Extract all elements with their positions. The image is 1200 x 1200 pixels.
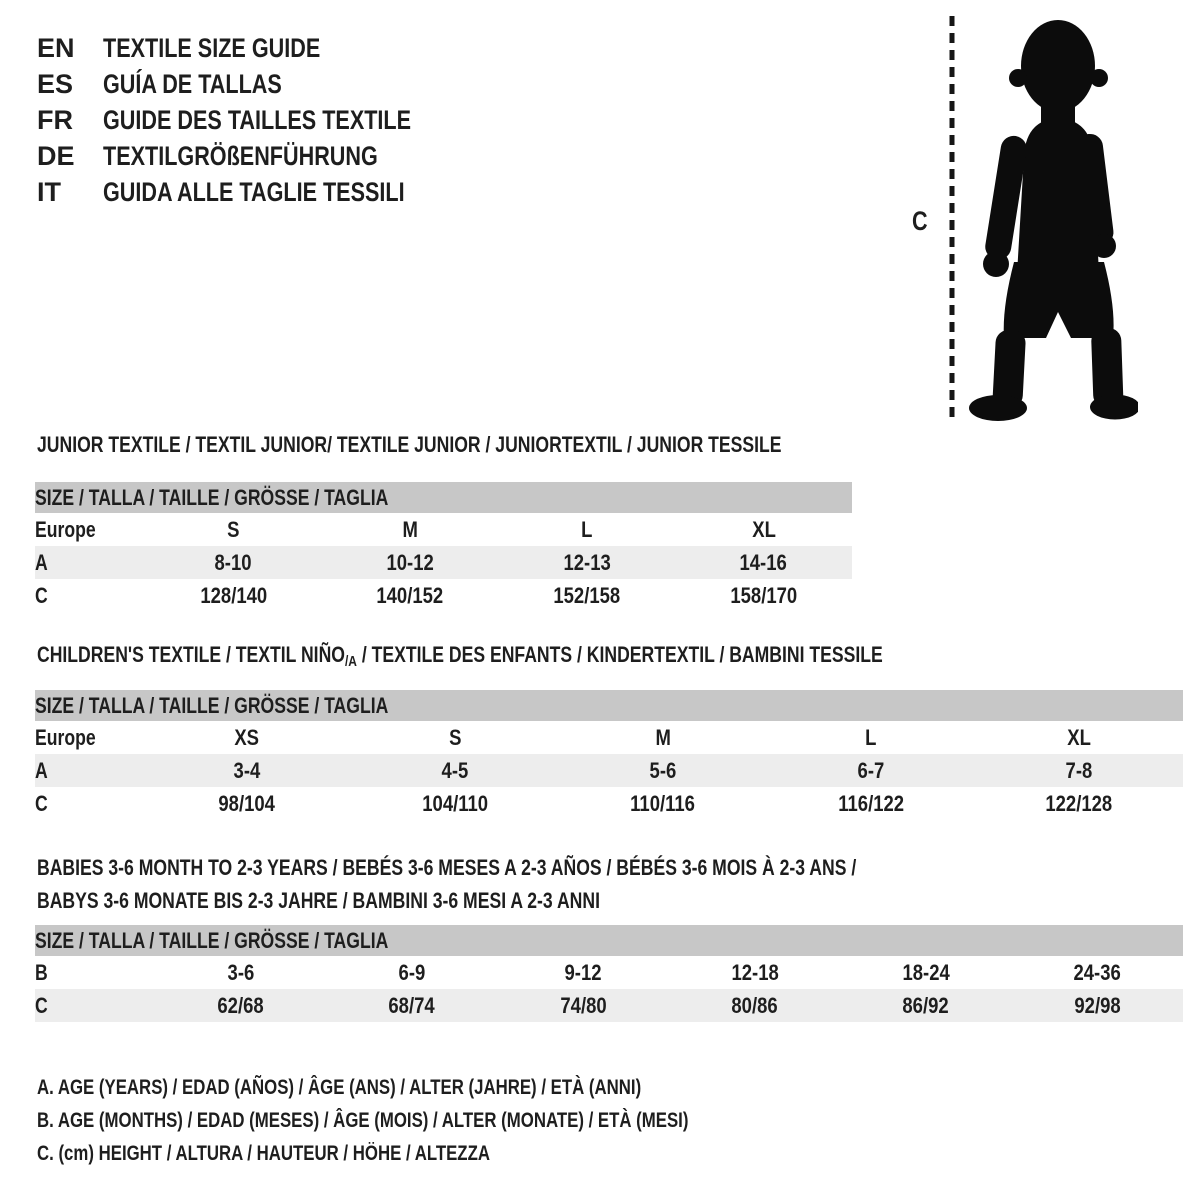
table-cell: 80/86 [669,989,840,1022]
lang-row-it [37,174,488,210]
toddler-silhouette-icon [958,16,1138,421]
note-c: C. (cm) HEIGHT / ALTURA / HAUTEUR / HÖHE / ALTEZZA [37,1142,490,1165]
table-cell: S [227,516,240,542]
table-row [35,513,852,546]
lang-row-es [37,66,488,102]
row-label: A [35,754,143,787]
table-row [35,989,1183,1022]
table-cell: 12-13 [499,546,676,579]
row-label: C [35,582,48,608]
table-cell: 68/74 [326,989,497,1022]
table-cell: 140/152 [376,582,444,608]
lang-title: GUIDA ALLE TAGLIE TESSILI [103,177,405,207]
table-cell: 24-36 [1073,959,1121,985]
table-cell: XL [1067,724,1091,750]
table-cell: 86/92 [840,989,1011,1022]
children-section-title: CHILDREN'S TEXTILE / TEXTIL NIÑO/A / TEXTILE DES ENFANTS / KINDERTEXTIL / BAMBINI TESSILE [37,642,883,670]
table-row [35,546,852,579]
table-cell: 158/170 [730,582,798,608]
table-cell: L [865,724,877,750]
row-label: Europe [35,724,96,750]
table-cell: XS [234,724,260,750]
row-label: B [35,959,48,985]
lang-title: TEXTILGRÖßENFÜHRUNG [103,141,378,171]
table-cell: 4-5 [351,754,559,787]
table-cell: 5-6 [559,754,767,787]
children-size-table [35,690,1183,820]
lang-code: DE [37,141,75,171]
table-cell: 152/158 [553,582,621,608]
junior-size-table [35,482,852,612]
table-cell: S [448,724,462,750]
table-cell: 14-16 [675,546,852,579]
lang-row-de [37,138,488,174]
row-label: C [35,989,155,1022]
table-cell: 98/104 [218,790,276,816]
lang-code: FR [37,105,73,135]
table-cell: 7-8 [975,754,1183,787]
lang-code: EN [37,33,75,63]
height-measure-dashed-line [948,16,956,418]
table-row [35,721,1183,754]
row-label: A [35,546,145,579]
row-label: C [35,790,48,816]
table-row [35,956,1183,989]
table-cell: 12-18 [731,959,779,985]
note-a: A. AGE (YEARS) / EDAD (AÑOS) / ÂGE (ANS) / ALTER (JAHRE) / ETÀ (ANNI) [37,1076,642,1099]
table-cell: 6-9 [398,959,426,985]
table-cell: M [402,516,418,542]
table-cell: 3-4 [143,754,351,787]
table-row [35,579,852,612]
table-cell: 104/110 [422,790,488,816]
table-cell: 122/128 [1045,790,1113,816]
table-cell: 74/80 [498,989,669,1022]
table-cell: 18-24 [902,959,950,985]
table-cell: 10-12 [322,546,499,579]
size-header-bar: SIZE / TALLA / TAILLE / GRÖSSE / TAGLIA [35,690,1183,721]
height-measure-label: C [912,206,928,236]
table-cell: M [655,724,671,750]
lang-title: GUIDE DES TAILLES TEXTILE [103,105,412,135]
table-row [35,925,1183,956]
lang-row-fr [37,102,488,138]
table-row [35,787,1183,820]
lang-code: ES [37,69,74,99]
table-cell: 8-10 [145,546,322,579]
table-row [35,690,1183,721]
lang-title: TEXTILE SIZE GUIDE [103,33,321,63]
babies-size-table [35,925,1183,1022]
table-cell: 62/68 [155,989,326,1022]
table-row [35,482,852,513]
table-cell: XL [751,516,776,542]
table-cell: 116/122 [838,790,904,816]
legend-notes [37,1071,851,1170]
row-label: Europe [35,516,96,542]
lang-code: IT [37,177,61,207]
table-cell: L [581,516,593,542]
junior-section-title: JUNIOR TEXTILE / TEXTIL JUNIOR/ TEXTILE JUNIOR / JUNIORTEXTIL / JUNIOR TESSILE [37,432,782,457]
lang-title: GUÍA DE TALLAS [103,69,282,99]
table-row [35,754,1183,787]
size-header-bar: SIZE / TALLA / TAILLE / GRÖSSE / TAGLIA [35,482,852,513]
table-cell: 6-7 [767,754,975,787]
note-b: B. AGE (MONTHS) / EDAD (MESES) / ÂGE (MOIS) / ALTER (MONATE) / ETÀ (MESI) [37,1109,689,1132]
table-cell: 3-6 [227,959,255,985]
table-cell: 110/116 [630,790,696,816]
table-cell: 128/140 [199,582,267,608]
table-cell: 92/98 [1012,989,1183,1022]
size-header-bar: SIZE / TALLA / TAILLE / GRÖSSE / TAGLIA [35,925,1183,956]
language-title-list [37,30,488,210]
babies-section-title: BABIES 3-6 MONTH TO 2-3 YEARS / BEBÉS 3-6 MESES A 2-3 AÑOS / BÉBÉS 3-6 MOIS À 2-3 ANS / BABYS 3-6 MONATE BIS 2-3 JAHRE / BAMBINI 3-6 MESI A 2-3 ANNI [37,855,857,913]
lang-row-en [37,30,488,66]
table-cell: 9-12 [564,959,602,985]
